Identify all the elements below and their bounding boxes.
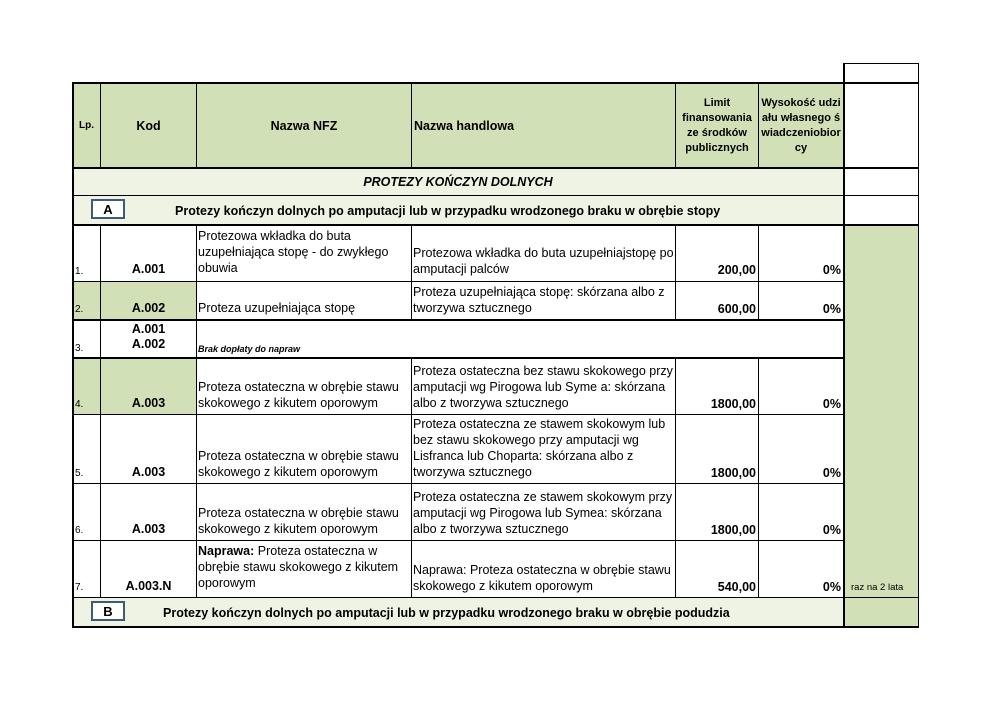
row-udzial: 0% <box>822 466 841 480</box>
row-uwagi: raz na 2 lata <box>851 582 904 593</box>
grid-line <box>844 63 919 64</box>
row-limit: 540,00 <box>717 580 756 594</box>
subsection-b-letter-box: B <box>91 601 125 621</box>
row-nfz-bold-prefix: Naprawa: <box>198 544 255 558</box>
grid-line <box>72 626 919 628</box>
row-udzial: 0% <box>822 263 841 277</box>
row-lp: 7. <box>75 582 84 593</box>
row-kod: A.003 <box>131 522 166 536</box>
row-note: Brak dopłaty do napraw <box>198 344 301 354</box>
row-kod: A.002 <box>131 301 166 315</box>
row-nazwa-nfz: Proteza uzupełniająca stopę <box>198 301 356 315</box>
header-nazwa-nfz: Nazwa NFZ <box>270 118 338 133</box>
grid-line <box>843 63 845 628</box>
row-nazwa-handlowa: Proteza uzupełniająca stopę: skórzana albo z tworzywa sztucznego <box>413 285 665 315</box>
row-limit: 1800,00 <box>710 466 756 480</box>
header-kod: Kod <box>136 118 161 133</box>
row-nazwa-nfz: Proteza ostateczna w obrębie stawu skokowego z kikutem oporowym <box>198 449 399 479</box>
row-lp: 5. <box>75 468 84 479</box>
row-lp: 2. <box>75 304 84 315</box>
row-nazwa-nfz: Protezowa wkładka do buta uzupełniająca stopę - do zwykłego obuwia <box>198 229 389 275</box>
row-nazwa-handlowa: Proteza ostateczna ze stawem skokowym przy amputacji wg Pirogowa lub Symea: skórzana albo z tworzywa sztucznego <box>413 490 673 536</box>
row-kod: A.002 <box>131 337 166 351</box>
row-nazwa-handlowa: Proteza ostateczna ze stawem skokowym lub bez stawu skokowego przy amputacji wg Lisfranca lub Choparta: skórzana albo z tworzywa sztucznego <box>413 417 666 479</box>
grid-line <box>411 358 412 598</box>
header-wysokosc: Wysokość udziału własnego świadczeniobiorcy <box>761 96 841 154</box>
grid-line <box>72 195 919 196</box>
row-limit: 200,00 <box>717 263 756 277</box>
row-kod: A.003 <box>131 465 166 479</box>
subsection-b-title: Protezy kończyn dolnych po amputacji lub w przypadku wrodzonego braku w obrębie podudzia <box>163 605 730 620</box>
subsection-a-letter-box: A <box>91 199 125 219</box>
row-kod: A.003 <box>131 396 166 410</box>
row-kod: A.001 <box>131 322 166 336</box>
row-limit: 1800,00 <box>710 523 756 537</box>
grid-line <box>918 63 919 627</box>
row-nazwa-handlowa: Naprawa: Proteza ostateczna w obrębie stawu skokowego z kikutem oporowym <box>413 563 671 593</box>
grid-line <box>72 540 844 541</box>
grid-line <box>72 597 919 598</box>
row-udzial: 0% <box>822 580 841 594</box>
grid-line <box>72 281 844 282</box>
row-lp: 4. <box>75 399 84 410</box>
header-nazwa-handlowa: Nazwa handlowa <box>414 118 515 133</box>
row-limit: 1800,00 <box>710 397 756 411</box>
row-udzial: 0% <box>822 397 841 411</box>
grid-line <box>411 225 412 320</box>
row-udzial: 0% <box>822 302 841 316</box>
row-udzial: 0% <box>822 523 841 537</box>
header-limit: Limit finansowania ze środków publicznych <box>682 96 752 154</box>
row-nfz-text: Proteza ostateczna w obrębie stawu skokowego z kikutem oporowym <box>198 544 399 590</box>
row-kod: A.001 <box>131 262 166 276</box>
row-limit: 600,00 <box>717 302 756 316</box>
row-kod: A.003.N <box>125 579 172 593</box>
subsection-a-title: Protezy kończyn dolnych po amputacji lub w przypadku wrodzonego braku w obrębie stopy <box>175 203 721 218</box>
subsection-b-right-background <box>844 598 918 626</box>
row-nazwa-handlowa: Protezowa wkładka do buta uzupełniajstopę po amputacji palców <box>413 246 674 276</box>
grid-line <box>72 357 844 359</box>
grid-line <box>411 83 412 167</box>
row-nazwa-nfz <box>198 543 410 597</box>
row-lp: 3. <box>75 343 84 354</box>
row-nazwa-nfz: Proteza ostateczna w obrębie stawu skokowego z kikutem oporowym <box>198 380 399 410</box>
section-title: PROTEZY KOŃCZYN DOLNYCH <box>363 175 553 189</box>
grid-line <box>72 483 844 484</box>
row-lp: 6. <box>75 525 84 536</box>
row-nazwa-nfz: Proteza ostateczna w obrębie stawu skokowego z kikutem oporowym <box>198 506 399 536</box>
row-nazwa-handlowa: Proteza ostateczna bez stawu skokowego przy amputacji wg Pirogowa lub Syme a: skórzana albo z tworzywa sztucznego <box>413 364 673 410</box>
header-lp: Lp. <box>79 120 94 131</box>
row-lp: 1. <box>75 266 84 277</box>
grid-line <box>196 225 197 598</box>
